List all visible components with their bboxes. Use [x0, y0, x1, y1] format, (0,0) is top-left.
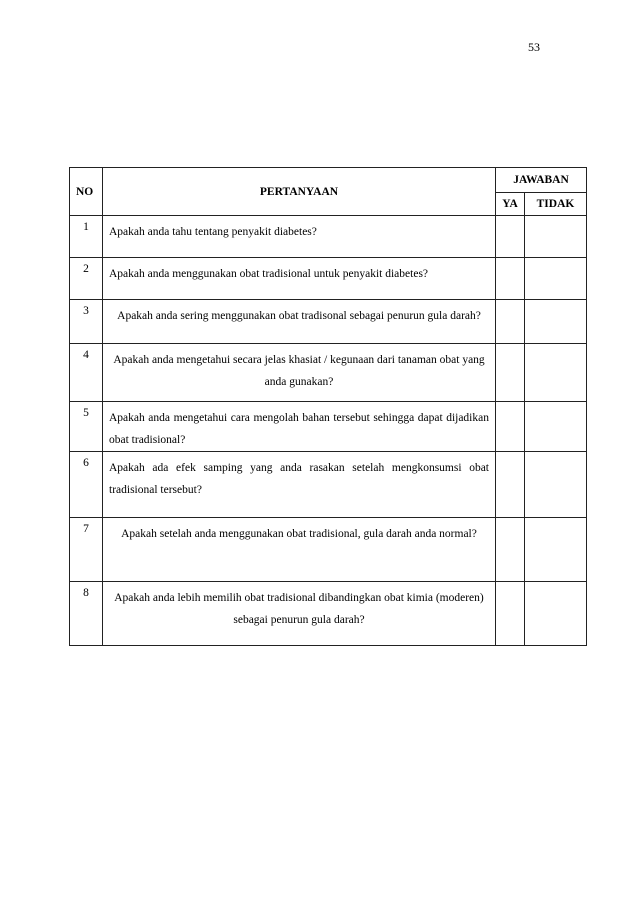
question-text: Apakah anda mengetahui secara jelas khasiat / kegunaan dari tanaman obat yang anda gunakan?: [103, 344, 496, 402]
yes-answer-cell[interactable]: [496, 452, 525, 518]
yes-answer-cell[interactable]: [496, 216, 525, 258]
table-row: [70, 300, 587, 344]
question-text: Apakah anda sering menggunakan obat tradisonal sebagai penurun gula darah?: [103, 300, 496, 344]
row-number: 4: [70, 344, 103, 402]
table-row: [70, 518, 587, 582]
question-text: Apakah anda menggunakan obat tradisional untuk penyakit diabetes?: [103, 258, 496, 300]
table-row: [70, 258, 587, 300]
question-text: Apakah anda tahu tentang penyakit diabetes?: [103, 216, 496, 258]
question-text: Apakah setelah anda menggunakan obat tradisional, gula darah anda normal?: [103, 518, 496, 582]
header-no: NO: [70, 168, 103, 216]
yes-answer-cell[interactable]: [496, 402, 525, 452]
no-answer-cell[interactable]: [525, 402, 587, 452]
header-yes: YA: [496, 193, 525, 216]
yes-answer-cell[interactable]: [496, 258, 525, 300]
yes-answer-cell[interactable]: [496, 582, 525, 646]
table-row: [70, 582, 587, 646]
no-answer-cell[interactable]: [525, 582, 587, 646]
header-question: PERTANYAAN: [103, 168, 496, 216]
row-number: 5: [70, 402, 103, 452]
row-number: 8: [70, 582, 103, 646]
row-number: 1: [70, 216, 103, 258]
no-answer-cell[interactable]: [525, 300, 587, 344]
yes-answer-cell[interactable]: [496, 518, 525, 582]
no-answer-cell[interactable]: [525, 258, 587, 300]
no-answer-cell[interactable]: [525, 452, 587, 518]
questionnaire-table: [69, 167, 587, 646]
row-number: 3: [70, 300, 103, 344]
no-answer-cell[interactable]: [525, 216, 587, 258]
question-text: Apakah anda lebih memilih obat tradisional dibandingkan obat kimia (moderen) sebagai penurun gula darah?: [103, 582, 496, 646]
table-row: [70, 402, 587, 452]
header-no-answer: TIDAK: [525, 193, 587, 216]
table-row: [70, 344, 587, 402]
question-text: Apakah anda mengetahui cara mengolah bahan tersebut sehingga dapat dijadikan obat tradisional?: [103, 402, 496, 452]
no-answer-cell[interactable]: [525, 344, 587, 402]
no-answer-cell[interactable]: [525, 518, 587, 582]
yes-answer-cell[interactable]: [496, 300, 525, 344]
row-number: 2: [70, 258, 103, 300]
page-number: 53: [528, 40, 540, 54]
row-number: 6: [70, 452, 103, 518]
table-row: [70, 452, 587, 518]
row-number: 7: [70, 518, 103, 582]
table-row: [70, 216, 587, 258]
question-text: Apakah ada efek samping yang anda rasakan setelah mengkonsumsi obat tradisional tersebut?: [103, 452, 496, 518]
header-answer: JAWABAN: [496, 168, 587, 193]
yes-answer-cell[interactable]: [496, 344, 525, 402]
